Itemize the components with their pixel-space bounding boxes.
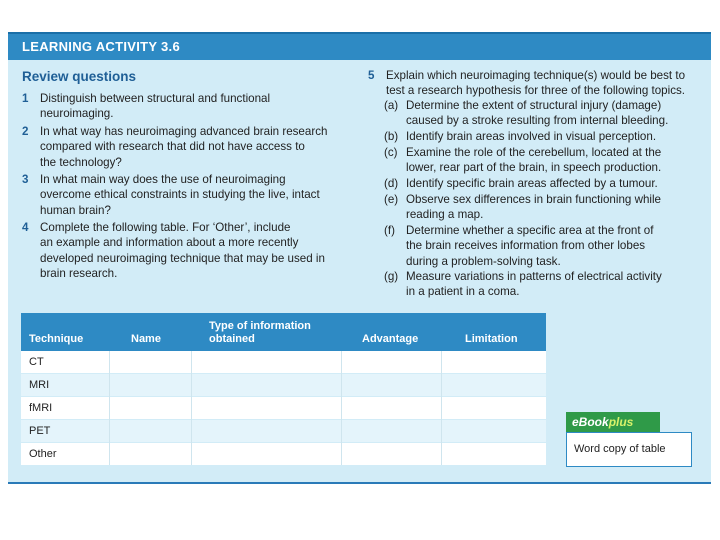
column-header-technique: Technique [29, 333, 84, 345]
subitem-line: Identify specific brain areas affected by a tumour. [406, 177, 658, 190]
word-copy-link[interactable]: Word copy of table [566, 432, 692, 467]
technique-cell: fMRI [29, 402, 53, 414]
table-row [21, 420, 546, 442]
subitem-g [384, 269, 709, 300]
question-line: brain research. [40, 266, 118, 280]
subitem-line: Determine the extent of structural injury (damage) [406, 99, 662, 112]
column-header-limitation: Limitation [465, 333, 518, 345]
column-divider [341, 351, 342, 465]
question-number: 5 [368, 69, 375, 82]
activity-title: LEARNING ACTIVITY 3.6 [8, 34, 711, 60]
subitem-b [384, 129, 709, 145]
question-line: Explain which neuroimaging technique(s) would be best to [386, 69, 686, 82]
subitem-f [384, 223, 709, 269]
column-header-advantage: Advantage [362, 333, 419, 345]
question-line: overcome ethical constraints in studying the live, intact [40, 188, 320, 202]
question-number: 4 [22, 221, 29, 234]
question-1 [22, 91, 362, 123]
section-heading: Review questions [22, 69, 137, 84]
subitem-label: (d) [384, 177, 399, 190]
subitem-label: (b) [384, 130, 399, 143]
subitem-label: (e) [384, 193, 399, 206]
subitem-line: Determine whether a specific area at the front of [406, 224, 654, 237]
subitem-label: (g) [384, 270, 399, 283]
subitem-line: Observe sex differences in brain functioning while [406, 193, 661, 206]
table-row [21, 443, 546, 465]
question-line: an example and information about a more recently [40, 236, 299, 250]
subitem-line: during a problem-solving task. [406, 254, 561, 268]
question-2 [22, 124, 367, 171]
column-header-type [209, 320, 311, 346]
subitem-label: (f) [384, 224, 395, 237]
subitem-a [384, 98, 709, 129]
column-divider [109, 351, 110, 465]
table-row [21, 374, 546, 396]
subitem-line: Examine the role of the cerebellum, located at the [406, 146, 662, 159]
question-line: compared with research that did not have access to [40, 140, 305, 154]
learning-activity-panel [8, 34, 711, 484]
question-line: the technology? [40, 155, 122, 169]
subitem-line: reading a map. [406, 208, 484, 222]
table-header [21, 313, 546, 351]
question-number: 3 [22, 173, 29, 186]
technique-cell: CT [29, 356, 44, 368]
neuroimaging-table [21, 313, 546, 465]
technique-cell: Other [29, 448, 57, 460]
ebookplus-logo [566, 412, 660, 432]
question-number: 2 [22, 125, 29, 138]
question-number: 1 [22, 92, 29, 105]
subitem-line: in a patient in a coma. [406, 285, 520, 299]
subitem-line: caused by a stroke resulting from internal bleeding. [406, 114, 669, 128]
subitem-line: Identify brain areas involved in visual perception. [406, 130, 657, 143]
ebook-brand-plus: plus [608, 415, 634, 429]
question-line: In what main way does the use of neuroimaging [40, 173, 286, 186]
table-row [21, 397, 546, 419]
column-header-line: Type of information [209, 320, 311, 332]
question-5 [368, 68, 708, 100]
question-line: developed neuroimaging technique that may be used in [40, 251, 325, 265]
question-line: human brain? [40, 203, 111, 217]
subitem-line: Measure variations in patterns of electrical activity [406, 270, 662, 283]
subitem-c [384, 145, 709, 176]
subitem-label: (c) [384, 146, 398, 159]
question-line: In what way has neuroimaging advanced brain research [40, 125, 328, 138]
subitem-d [384, 176, 709, 192]
column-header-name: Name [131, 333, 161, 345]
column-divider [191, 351, 192, 465]
ebook-brand-main: eBook [572, 415, 609, 429]
question-4 [22, 220, 367, 282]
subitem-line: lower, rear part of the brain, in speech production. [406, 161, 662, 175]
column-header-line: obtained [209, 333, 255, 345]
question-3 [22, 172, 367, 219]
technique-cell: MRI [29, 379, 50, 391]
question-line: Complete the following table. For ‘Other’, include [40, 221, 291, 234]
subitem-e [384, 192, 709, 223]
column-divider [441, 351, 442, 465]
question-line: test a research hypothesis for three of the following topics. [386, 84, 686, 98]
question-line: Distinguish between structural and functional [40, 92, 271, 105]
table-row [21, 351, 546, 373]
subitem-line: the brain receives information from other lobes [406, 239, 646, 253]
ebookplus-link[interactable] [566, 412, 692, 467]
technique-cell: PET [29, 425, 51, 437]
question-line: neuroimaging. [40, 107, 114, 121]
subitem-label: (a) [384, 99, 399, 112]
